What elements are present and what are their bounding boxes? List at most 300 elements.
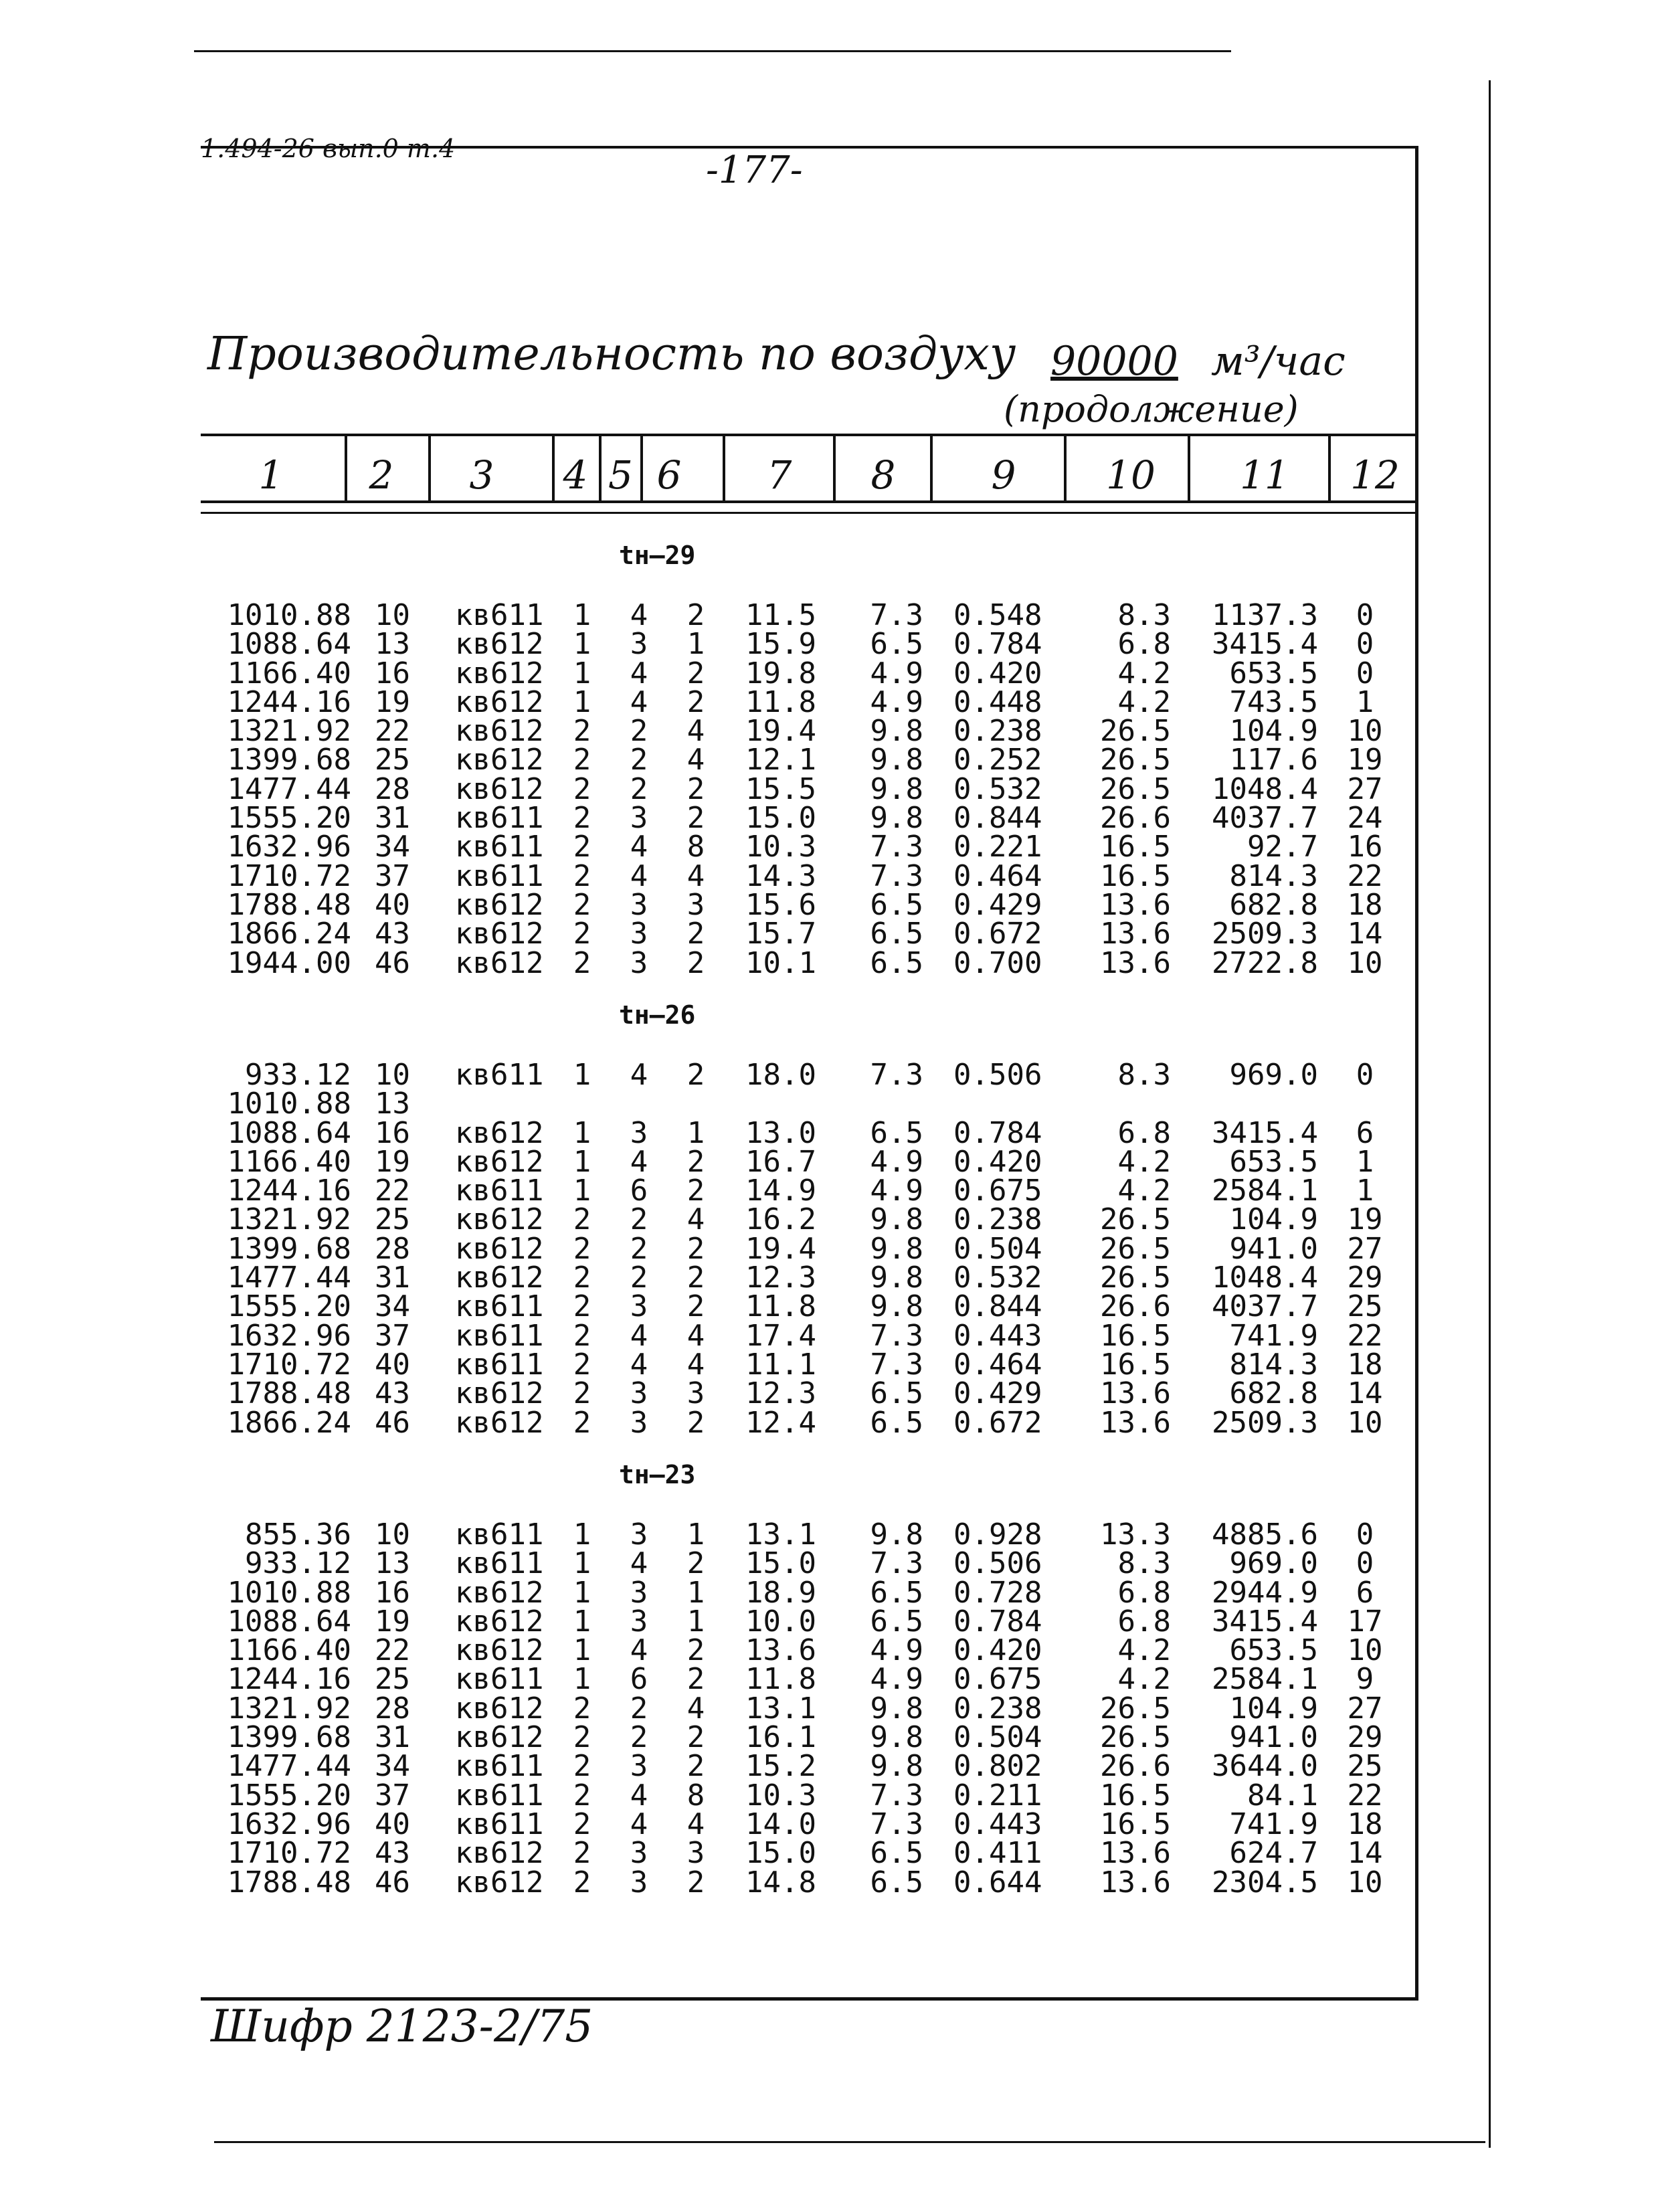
table-cell-col-1: 1166.40 <box>227 1633 351 1668</box>
table-cell-col-6: 3 <box>686 1376 705 1411</box>
continued-note: (продолжение) <box>1004 388 1299 430</box>
column-separator <box>599 436 602 500</box>
column-separator <box>1064 436 1067 500</box>
column-header-11: 11 <box>1240 452 1289 498</box>
table-cell-col-5: 4 <box>630 1144 648 1179</box>
table-cell-col-3: кв611 <box>455 1807 544 1841</box>
table-cell-col-9: 0.252 <box>953 743 1042 777</box>
table-cell-col-7: 10.0 <box>745 1604 816 1639</box>
table-cell-col-3: кв611 <box>455 1662 544 1697</box>
table-cell-col-8: 7.3 <box>870 598 923 632</box>
table-row <box>0 1405 1660 1440</box>
table-cell-col-11: 117.6 <box>1229 743 1318 777</box>
table-cell-col-1: 1010.88 <box>227 1087 351 1121</box>
table-cell-col-10: 13.3 <box>1100 1517 1171 1552</box>
table-cell-col-1: 1555.20 <box>227 1289 351 1324</box>
table-cell-col-1: 1244.16 <box>227 1662 351 1697</box>
table-row <box>0 1376 1660 1411</box>
table-section <box>0 1517 1660 1900</box>
table-cell-col-2: 19 <box>375 1144 410 1179</box>
table-cell-col-3: кв612 <box>455 714 544 749</box>
table-cell-col-8: 6.5 <box>870 945 923 980</box>
table-cell-col-9: 0.675 <box>953 1174 1042 1208</box>
table-cell-col-7: 12.1 <box>745 743 816 777</box>
table-cell-col-10: 26.5 <box>1100 1691 1171 1726</box>
table-cell-col-12: 0 <box>1356 627 1374 662</box>
table-cell-col-4: 1 <box>573 656 591 690</box>
table-cell-col-9: 0.464 <box>953 858 1042 893</box>
table-cell-col-6: 1 <box>686 1604 705 1639</box>
table-cell-col-1: 1788.48 <box>227 1865 351 1900</box>
table-row <box>0 656 1660 690</box>
table-cell-col-5: 3 <box>630 1376 648 1411</box>
column-separator <box>552 436 555 500</box>
table-cell-col-9: 0.443 <box>953 1318 1042 1353</box>
table-cell-col-5: 4 <box>630 684 648 719</box>
table-cell-col-9: 0.420 <box>953 1144 1042 1179</box>
table-cell-col-11: 682.8 <box>1229 887 1318 922</box>
table-cell-col-11: 682.8 <box>1229 1376 1318 1411</box>
table-cell-col-9: 0.221 <box>953 830 1042 864</box>
table-cell-col-2: 34 <box>375 830 410 864</box>
table-cell-col-7: 18.9 <box>745 1575 816 1610</box>
table-cell-col-1: 1399.68 <box>227 743 351 777</box>
table-cell-col-6: 2 <box>686 684 705 719</box>
table-cell-col-10: 26.5 <box>1100 1231 1171 1266</box>
table-cell-col-10: 26.5 <box>1100 1720 1171 1755</box>
page-number: -177- <box>706 149 803 192</box>
table-cell-col-6: 4 <box>686 1347 705 1382</box>
table-cell-col-10: 16.5 <box>1100 858 1171 893</box>
table-cell-col-7: 15.2 <box>745 1749 816 1784</box>
column-header-1: 1 <box>258 452 284 498</box>
table-cell-col-7: 15.5 <box>745 771 816 806</box>
table-cell-col-2: 16 <box>375 1575 410 1610</box>
table-cell-col-6: 4 <box>686 1202 705 1237</box>
table-cell-col-3: кв612 <box>455 627 544 662</box>
table-cell-col-11: 653.5 <box>1229 1144 1318 1179</box>
table-cell-col-9: 0.844 <box>953 1289 1042 1324</box>
table-cell-col-3: кв611 <box>455 598 544 632</box>
table-row <box>0 1289 1660 1324</box>
table-cell-col-9: 0.700 <box>953 945 1042 980</box>
table-cell-col-2: 40 <box>375 887 410 922</box>
table-cell-col-4: 2 <box>573 743 591 777</box>
table-cell-col-6: 1 <box>686 1517 705 1552</box>
table-cell-col-4: 1 <box>573 1662 591 1697</box>
table-cell-col-12: 10 <box>1347 1405 1383 1440</box>
table-cell-col-1: 1477.44 <box>227 771 351 806</box>
table-cell-col-3: кв612 <box>455 1202 544 1237</box>
table-cell-col-5: 4 <box>630 1318 648 1353</box>
table-cell-col-2: 43 <box>375 1836 410 1871</box>
table-cell-col-7: 19.4 <box>745 1231 816 1266</box>
table-cell-col-6: 2 <box>686 917 705 951</box>
table-cell-col-7: 12.3 <box>745 1261 816 1295</box>
table-cell-col-3: кв612 <box>455 1144 544 1179</box>
table-cell-col-11: 4037.7 <box>1212 1289 1318 1324</box>
table-cell-col-3: кв612 <box>455 1633 544 1668</box>
document-cipher: Шифр 2123-2/75 <box>211 2001 593 2052</box>
table-cell-col-4: 1 <box>573 1058 591 1092</box>
table-section <box>0 598 1660 980</box>
table-row <box>0 714 1660 749</box>
table-cell-col-4: 2 <box>573 1261 591 1295</box>
table-cell-col-6: 2 <box>686 656 705 690</box>
table-cell-col-2: 34 <box>375 1289 410 1324</box>
table-cell-col-9: 0.504 <box>953 1720 1042 1755</box>
table-cell-col-5: 3 <box>630 1405 648 1440</box>
table-cell-col-5: 3 <box>630 1289 648 1324</box>
table-cell-col-3: кв612 <box>455 1231 544 1266</box>
table-cell-col-7: 12.4 <box>745 1405 816 1440</box>
table-cell-col-1: 1555.20 <box>227 801 351 836</box>
table-cell-col-9: 0.672 <box>953 1405 1042 1440</box>
table-cell-col-11: 92.7 <box>1247 830 1318 864</box>
table-cell-col-8: 6.5 <box>870 1115 923 1150</box>
table-row <box>0 743 1660 777</box>
table-cell-col-12: 16 <box>1347 830 1383 864</box>
table-cell-col-12: 1 <box>1356 1144 1374 1179</box>
column-header-3: 3 <box>469 452 494 498</box>
table-cell-col-11: 104.9 <box>1229 1202 1318 1237</box>
table-cell-col-7: 10.3 <box>745 830 816 864</box>
table-cell-col-3: кв612 <box>455 743 544 777</box>
table-row <box>0 858 1660 893</box>
table-cell-col-6: 2 <box>686 1144 705 1179</box>
table-cell-col-8: 4.9 <box>870 656 923 690</box>
table-cell-col-8: 9.8 <box>870 714 923 749</box>
column-header-5: 5 <box>608 452 633 498</box>
table-cell-col-8: 9.8 <box>870 1517 923 1552</box>
table-cell-col-2: 43 <box>375 1376 410 1411</box>
table-cell-col-7: 11.8 <box>745 684 816 719</box>
table-cell-col-1: 933.12 <box>245 1546 351 1581</box>
table-cell-col-4: 1 <box>573 1575 591 1610</box>
table-cell-col-2: 16 <box>375 1115 410 1150</box>
table-cell-col-7: 16.2 <box>745 1202 816 1237</box>
table-cell-col-4: 1 <box>573 1604 591 1639</box>
table-cell-col-1: 1866.24 <box>227 917 351 951</box>
table-cell-col-8: 7.3 <box>870 830 923 864</box>
table-cell-col-9: 0.238 <box>953 714 1042 749</box>
table-cell-col-2: 37 <box>375 1778 410 1813</box>
table-row <box>0 1836 1660 1871</box>
table-cell-col-12: 0 <box>1356 1058 1374 1092</box>
table-cell-col-12: 27 <box>1347 1231 1383 1266</box>
table-cell-col-7: 10.1 <box>745 945 816 980</box>
table-cell-col-12: 1 <box>1356 1174 1374 1208</box>
table-cell-col-9: 0.644 <box>953 1865 1042 1900</box>
table-cell-col-12: 10 <box>1347 714 1383 749</box>
table-cell-col-9: 0.238 <box>953 1691 1042 1726</box>
table-cell-col-7: 19.8 <box>745 656 816 690</box>
table-cell-col-6: 2 <box>686 945 705 980</box>
table-row <box>0 1144 1660 1179</box>
table-cell-col-10: 4.2 <box>1117 1144 1171 1179</box>
top-scan-line <box>194 50 1231 52</box>
table-cell-col-7: 13.1 <box>745 1517 816 1552</box>
table-cell-col-9: 0.504 <box>953 1231 1042 1266</box>
table-cell-col-3: кв612 <box>455 1836 544 1871</box>
table-cell-col-12: 10 <box>1347 1633 1383 1668</box>
table-cell-col-3: кв612 <box>455 917 544 951</box>
table-cell-col-2: 13 <box>375 1087 410 1121</box>
bottom-scan-line <box>214 2141 1485 2143</box>
table-row <box>0 1633 1660 1668</box>
airflow-unit: м³/час <box>1211 338 1346 385</box>
table-cell-col-12: 29 <box>1347 1261 1383 1295</box>
table-cell-col-12: 25 <box>1347 1289 1383 1324</box>
page-title: Производительность по воздуху <box>207 328 1016 381</box>
table-cell-col-11: 2304.5 <box>1212 1865 1318 1900</box>
table-cell-col-9: 0.784 <box>953 627 1042 662</box>
table-cell-col-6: 2 <box>686 771 705 806</box>
table-cell-col-2: 28 <box>375 1231 410 1266</box>
table-cell-col-3: кв612 <box>455 1604 544 1639</box>
table-cell-col-4: 2 <box>573 1749 591 1784</box>
table-cell-col-4: 2 <box>573 1231 591 1266</box>
table-row <box>0 1058 1660 1092</box>
table-cell-col-5: 3 <box>630 1604 648 1639</box>
table-cell-col-3: кв611 <box>455 1289 544 1324</box>
section-label: tн—26 <box>619 1000 696 1030</box>
column-separator <box>1328 436 1331 500</box>
table-cell-col-1: 1010.88 <box>227 1575 351 1610</box>
column-header-8: 8 <box>870 452 896 498</box>
column-header-2: 2 <box>369 452 394 498</box>
table-cell-col-4: 2 <box>573 1836 591 1871</box>
table-cell-col-3: кв611 <box>455 1749 544 1784</box>
table-cell-col-12: 14 <box>1347 1836 1383 1871</box>
table-cell-col-12: 18 <box>1347 887 1383 922</box>
table-cell-col-1: 1944.00 <box>227 945 351 980</box>
table-cell-col-7: 17.4 <box>745 1318 816 1353</box>
table-cell-col-4: 2 <box>573 1807 591 1841</box>
table-row <box>0 1575 1660 1610</box>
table-row <box>0 1778 1660 1813</box>
table-cell-col-2: 13 <box>375 1546 410 1581</box>
table-cell-col-4: 2 <box>573 1202 591 1237</box>
table-cell-col-9: 0.532 <box>953 1261 1042 1295</box>
table-cell-col-1: 1710.72 <box>227 1347 351 1382</box>
table-cell-col-2: 19 <box>375 1604 410 1639</box>
table-cell-col-11: 2722.8 <box>1212 945 1318 980</box>
table-cell-col-2: 46 <box>375 945 410 980</box>
table-cell-col-9: 0.420 <box>953 1633 1042 1668</box>
table-cell-col-10: 13.6 <box>1100 1836 1171 1871</box>
table-cell-col-8: 6.5 <box>870 917 923 951</box>
table-cell-col-5: 4 <box>630 1807 648 1841</box>
table-cell-col-3: кв612 <box>455 1376 544 1411</box>
table-cell-col-12: 9 <box>1356 1662 1374 1697</box>
table-cell-col-1: 1788.48 <box>227 887 351 922</box>
table-cell-col-10: 16.5 <box>1100 830 1171 864</box>
table-cell-col-10: 26.5 <box>1100 1261 1171 1295</box>
table-cell-col-7: 10.3 <box>745 1778 816 1813</box>
table-cell-col-11: 653.5 <box>1229 1633 1318 1668</box>
column-header-10: 10 <box>1106 452 1156 498</box>
table-cell-col-11: 814.3 <box>1229 1347 1318 1382</box>
table-cell-col-9: 0.728 <box>953 1575 1042 1610</box>
table-cell-col-11: 969.0 <box>1229 1546 1318 1581</box>
table-cell-col-12: 14 <box>1347 1376 1383 1411</box>
table-cell-col-10: 13.6 <box>1100 945 1171 980</box>
table-cell-col-12: 10 <box>1347 1865 1383 1900</box>
table-cell-col-8: 6.5 <box>870 1836 923 1871</box>
table-cell-col-8: 6.5 <box>870 887 923 922</box>
table-cell-col-9: 0.532 <box>953 771 1042 806</box>
table-cell-col-7: 15.0 <box>745 1546 816 1581</box>
table-cell-col-1: 1632.96 <box>227 830 351 864</box>
table-cell-col-11: 941.0 <box>1229 1720 1318 1755</box>
table-cell-col-4: 2 <box>573 1691 591 1726</box>
table-cell-col-12: 25 <box>1347 1749 1383 1784</box>
table-cell-col-5: 4 <box>630 858 648 893</box>
column-separator <box>930 436 933 500</box>
table-cell-col-8: 7.3 <box>870 1778 923 1813</box>
table-cell-col-9: 0.238 <box>953 1202 1042 1237</box>
table-cell-col-2: 40 <box>375 1347 410 1382</box>
table-cell-col-9: 0.411 <box>953 1836 1042 1871</box>
table-cell-col-6: 2 <box>686 801 705 836</box>
table-cell-col-10: 6.8 <box>1117 627 1171 662</box>
table-cell-col-5: 3 <box>630 1836 648 1871</box>
table-cell-col-3: кв612 <box>455 1405 544 1440</box>
table-cell-col-5: 2 <box>630 1231 648 1266</box>
table-cell-col-12: 1 <box>1356 684 1374 719</box>
table-row <box>0 1261 1660 1295</box>
table-cell-col-7: 13.1 <box>745 1691 816 1726</box>
table-cell-col-1: 1477.44 <box>227 1261 351 1295</box>
table-cell-col-10: 13.6 <box>1100 1376 1171 1411</box>
table-cell-col-9: 0.443 <box>953 1807 1042 1841</box>
table-cell-col-8: 7.3 <box>870 1318 923 1353</box>
table-cell-col-7: 11.5 <box>745 598 816 632</box>
table-cell-col-4: 1 <box>573 627 591 662</box>
table-cell-col-11: 741.9 <box>1229 1318 1318 1353</box>
table-cell-col-8: 7.3 <box>870 858 923 893</box>
table-cell-col-8: 6.5 <box>870 627 923 662</box>
table-row <box>0 1807 1660 1841</box>
table-cell-col-10: 16.5 <box>1100 1318 1171 1353</box>
table-cell-col-7: 12.3 <box>745 1376 816 1411</box>
column-separator <box>428 436 431 500</box>
table-cell-col-10: 6.8 <box>1117 1115 1171 1150</box>
table-cell-col-3: кв611 <box>455 801 544 836</box>
table-cell-col-5: 3 <box>630 945 648 980</box>
document-code: 1.494-26 вып.0 т.4 <box>201 134 456 163</box>
table-row <box>0 1517 1660 1552</box>
table-cell-col-5: 6 <box>630 1662 648 1697</box>
table-cell-col-9: 0.429 <box>953 887 1042 922</box>
table-cell-col-10: 4.2 <box>1117 656 1171 690</box>
table-cell-col-6: 2 <box>686 1749 705 1784</box>
table-cell-col-2: 25 <box>375 1202 410 1237</box>
table-cell-col-12: 6 <box>1356 1115 1374 1150</box>
table-cell-col-10: 6.8 <box>1117 1604 1171 1639</box>
table-row <box>0 801 1660 836</box>
table-cell-col-3: кв612 <box>455 1575 544 1610</box>
table-cell-col-5: 6 <box>630 1174 648 1208</box>
section-label: tн—29 <box>619 541 696 570</box>
table-cell-col-8: 9.8 <box>870 1261 923 1295</box>
table-cell-col-4: 2 <box>573 1778 591 1813</box>
table-cell-col-2: 28 <box>375 771 410 806</box>
table-row <box>0 1202 1660 1237</box>
table-cell-col-12: 19 <box>1347 1202 1383 1237</box>
table-cell-col-5: 2 <box>630 1202 648 1237</box>
table-row <box>0 1865 1660 1900</box>
table-cell-col-4: 1 <box>573 684 591 719</box>
table-cell-col-12: 27 <box>1347 771 1383 806</box>
table-cell-col-1: 1088.64 <box>227 1115 351 1150</box>
table-row <box>0 1662 1660 1697</box>
table-cell-col-9: 0.464 <box>953 1347 1042 1382</box>
table-cell-col-1: 1166.40 <box>227 1144 351 1179</box>
table-cell-col-1: 1555.20 <box>227 1778 351 1813</box>
table-cell-col-7: 14.3 <box>745 858 816 893</box>
table-cell-col-11: 3415.4 <box>1212 627 1318 662</box>
table-cell-col-1: 1710.72 <box>227 858 351 893</box>
table-cell-col-8: 4.9 <box>870 1174 923 1208</box>
table-cell-col-1: 933.12 <box>245 1058 351 1092</box>
table-cell-col-7: 15.7 <box>745 917 816 951</box>
column-header-12: 12 <box>1350 452 1400 498</box>
table-cell-col-10: 26.6 <box>1100 801 1171 836</box>
column-header-6: 6 <box>656 452 682 498</box>
table-cell-col-10: 26.5 <box>1100 714 1171 749</box>
table-cell-col-1: 1244.16 <box>227 684 351 719</box>
table-row <box>0 1318 1660 1353</box>
table-cell-col-4: 1 <box>573 1546 591 1581</box>
table-cell-col-4: 2 <box>573 1865 591 1900</box>
table-cell-col-1: 1321.92 <box>227 714 351 749</box>
table-cell-col-4: 2 <box>573 945 591 980</box>
table-cell-col-3: кв612 <box>455 656 544 690</box>
table-cell-col-3: кв611 <box>455 1546 544 1581</box>
table-cell-col-6: 3 <box>686 1836 705 1871</box>
table-cell-col-5: 2 <box>630 1720 648 1755</box>
table-cell-col-2: 28 <box>375 1691 410 1726</box>
table-cell-col-1: 1321.92 <box>227 1691 351 1726</box>
table-cell-col-1: 1166.40 <box>227 656 351 690</box>
table-cell-col-9: 0.506 <box>953 1058 1042 1092</box>
table-cell-col-6: 2 <box>686 1662 705 1697</box>
column-header-7: 7 <box>767 452 792 498</box>
table-cell-col-8: 4.9 <box>870 1633 923 1668</box>
table-cell-col-12: 10 <box>1347 945 1383 980</box>
table-cell-col-7: 15.0 <box>745 1836 816 1871</box>
table-cell-col-2: 19 <box>375 684 410 719</box>
table-cell-col-11: 4885.6 <box>1212 1517 1318 1552</box>
table-cell-col-5: 4 <box>630 1347 648 1382</box>
table-cell-col-6: 4 <box>686 743 705 777</box>
table-cell-col-12: 24 <box>1347 801 1383 836</box>
table-cell-col-9: 0.211 <box>953 1778 1042 1813</box>
table-cell-col-9: 0.928 <box>953 1517 1042 1552</box>
table-cell-col-1: 1710.72 <box>227 1836 351 1871</box>
table-cell-col-12: 29 <box>1347 1720 1383 1755</box>
table-cell-col-4: 2 <box>573 801 591 836</box>
table-cell-col-11: 2584.1 <box>1212 1662 1318 1697</box>
table-cell-col-5: 3 <box>630 1749 648 1784</box>
table-cell-col-6: 2 <box>686 598 705 632</box>
table-cell-col-8: 9.8 <box>870 1720 923 1755</box>
table-cell-col-11: 3415.4 <box>1212 1604 1318 1639</box>
table-cell-col-7: 14.9 <box>745 1174 816 1208</box>
table-cell-col-4: 2 <box>573 1289 591 1324</box>
